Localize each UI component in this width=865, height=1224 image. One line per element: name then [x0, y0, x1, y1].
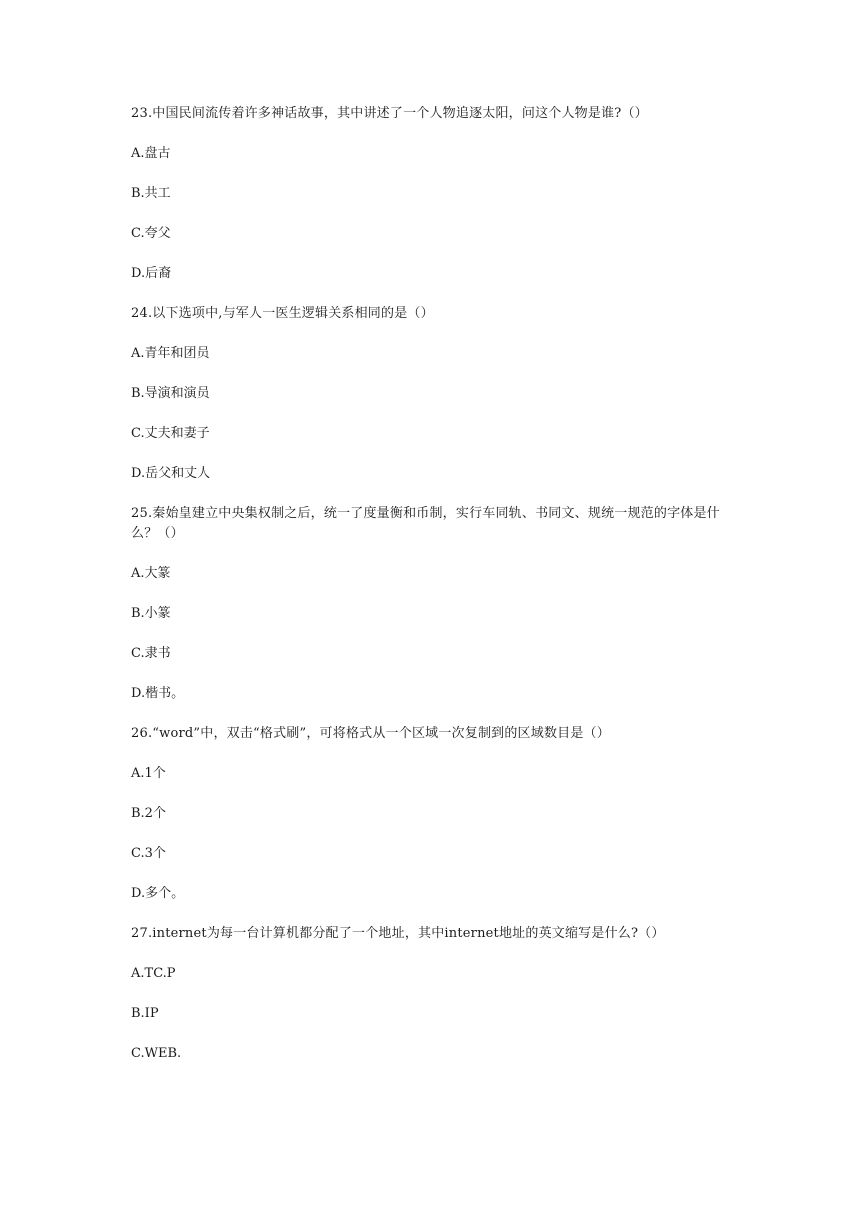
question-25 [131, 504, 741, 704]
option-b: B.共工 [131, 186, 171, 201]
option-c: C.WEB. [131, 1046, 182, 1061]
option-c: C.丈夫和妻子 [131, 426, 210, 441]
option-c: C.3个 [131, 846, 166, 861]
question-27 [131, 924, 741, 1064]
question-text: 23.中国民间流传着许多神话故事，其中讲述了一个人物追逐太阳，问这个人物是谁?（） [131, 106, 648, 121]
option-a: A.青年和团员 [131, 346, 210, 361]
option-c: C.隶书 [131, 646, 171, 661]
question-23 [131, 104, 741, 284]
option-b: B.导演和演员 [131, 386, 210, 401]
question-24 [131, 304, 741, 484]
option-d: D.楷书。 [131, 686, 185, 701]
option-b: B.小篆 [131, 606, 171, 621]
option-a: A.1个 [131, 766, 166, 781]
document-page [131, 104, 741, 1084]
option-d: D.多个。 [131, 886, 185, 901]
question-26 [131, 724, 741, 904]
option-a: A.盘古 [131, 146, 171, 161]
question-text: 24.以下选项中,与军人一医生逻辑关系相同的是（） [131, 306, 434, 321]
option-a: A.TC.P [131, 966, 176, 981]
question-text: 26.“word”中，双击“格式刷”，可将格式从一个区域一次复制到的区域数目是（） [131, 726, 610, 741]
option-c: C.夸父 [131, 226, 171, 241]
option-b: B.IP [131, 1006, 159, 1021]
question-text: 27.internet为每一台计算机都分配了一个地址，其中internet地址的英文缩写是什么?（） [131, 926, 665, 941]
option-b: B.2个 [131, 806, 166, 821]
option-d: D.岳父和丈人 [131, 466, 211, 481]
option-d: D.后裔 [131, 266, 172, 281]
option-a: A.大篆 [131, 566, 171, 581]
question-text: 25.秦始皇建立中央集权制之后，统一了度量衡和币制，实行车同轨、书同文、规统一规范的字体是什么？（） [131, 506, 720, 541]
